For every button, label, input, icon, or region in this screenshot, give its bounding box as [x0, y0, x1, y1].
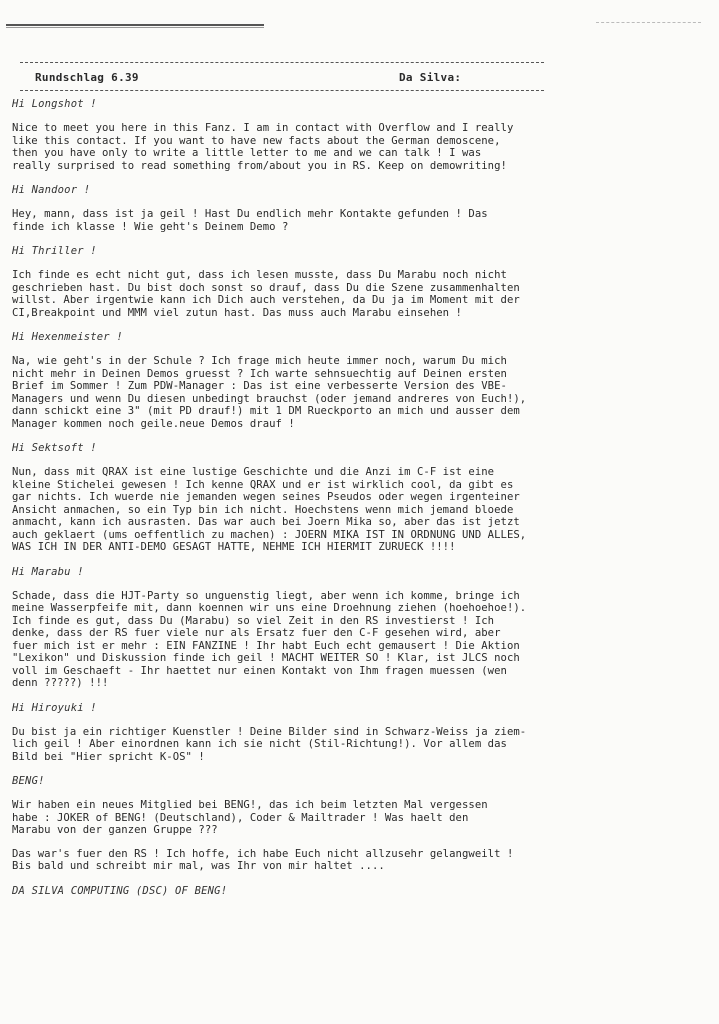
text-line: nicht mehr in Deinen Demos gruesst ? Ich warte sehnsuechtig auf Deinen ersten: [12, 367, 507, 380]
text-line: Hey, mann, dass ist ja geil ! Hast Du endlich mehr Kontakte gefunden ! Das: [12, 208, 488, 220]
text-line: Nice to meet you here in this Fanz. I am in contact with Overflow and I really: [12, 122, 514, 134]
text-line: Brief im Sommer ! Zum PDW-Manager : Das ist eine verbesserte Version des VBE-: [12, 380, 507, 392]
text-line: anmacht, kann ich ausrasten. Das war auch bei Joern Mika so, aber das ist jetzt: [12, 516, 520, 528]
text-line: Manager kommen noch geile.neue Demos drauf !: [12, 417, 295, 430]
text-line: Ansicht anmachen, so ein Typ bin ich nicht. Hoechstens wenn mich jemand bloede: [12, 503, 514, 516]
text-line: Wir haben ein neues Mitglied bei BENG!, das ich beim letzten Mal vergessen: [12, 799, 488, 811]
text-line: Bild bei "Hier spricht K-OS" !: [12, 750, 205, 763]
text-line: lich geil ! Aber einordnen kann ich sie nicht (Stil-Richtung!). Vor allem das: [12, 738, 507, 750]
text-line: denke, dass der RS fuer viele nur als Ersatz fuer den C-F gesehen wird, aber: [12, 627, 501, 639]
text-line: kleine Stichelei gewesen ! Ich kenne QRAX und er ist wirklich cool, da gibt es: [12, 478, 514, 491]
spacer: [12, 345, 712, 355]
text-line: Ich finde es echt nicht gut, dass ich lesen musste, dass Du Marabu noch nicht: [12, 269, 507, 281]
spacer: [12, 259, 712, 269]
header-rule-bottom: [20, 90, 544, 91]
closing-line: Das war's fuer den RS ! Ich hoffe, ich habe Euch nicht allzusehr gelangweilt !: [12, 847, 514, 860]
text-line: meine Wasserpfeife mit, dann koennen wir uns eine Droehnung ziehen (hoehoehoe!).: [12, 602, 527, 614]
text-line: like this contact. If you want to have new facts about the German demoscene,: [12, 134, 501, 147]
text-line: gar nichts. Ich wuerde nie jemanden wegen seines Pseudos oder wegen irgenteiner: [12, 491, 520, 503]
top-rule-shadow: [6, 27, 264, 28]
text-line: Na, wie geht's in der Schule ? Ich frage mich heute immer noch, warum Du mich: [12, 355, 507, 367]
text-line: denn ?????) !!!: [12, 677, 109, 689]
section-greeting: Hi Sektsoft !: [12, 442, 97, 454]
text-line: "Lexikon" und Diskussion finde ich geil ! MACHT WEITER SO ! Klar, ist JLCS noch: [12, 652, 520, 664]
text-line: finde ich klasse ! Wie geht's Deinem Demo ?: [12, 220, 289, 233]
spacer: [12, 319, 712, 330]
section-greeting: Hi Longshot !: [12, 98, 97, 110]
section-greeting: Hi Marabu !: [12, 565, 84, 578]
spacer: [12, 763, 712, 774]
section-greeting: Hi Hiroyuki !: [12, 701, 97, 714]
spacer: [12, 172, 712, 183]
text-line: Du bist ja ein richtiger Kuenstler ! Deine Bilder sind in Schwarz-Weiss ja ziem-: [12, 725, 527, 738]
text-line: fuer mich ist er mehr : EIN FANZINE ! Ihr habt Euch echt gemausert ! Die Aktion: [12, 639, 520, 652]
spacer: [12, 198, 712, 208]
spacer: [12, 690, 712, 701]
spacer: [12, 789, 712, 799]
text-line: Ich finde es gut, dass Du (Marabu) so viel Zeit in den RS investierst ! Ich: [12, 614, 495, 627]
spacer: [12, 716, 712, 726]
letter-body: [12, 97, 712, 899]
text-line: auch geklaert (ums oeffentlich zu machen) : JOERN MIKA IST IN ORDNUNG UND ALLES,: [12, 528, 527, 541]
text-line: Managers und wenn Du diesen unbedingt brauchst (oder jemand andreres von Euch!),: [12, 392, 527, 405]
text-line: willst. Aber irgentwie kann ich Dich auch verstehen, da Du ja im Moment mit der: [12, 294, 520, 306]
column-title: Rundschlag 6.39: [35, 71, 139, 84]
text-line: Nun, dass mit QRAX ist eine lustige Geschichte und die Anzi im C-F ist eine: [12, 466, 495, 478]
spacer: [12, 456, 712, 466]
spacer: [12, 554, 712, 565]
text-line: Schade, dass die HJT-Party so unguenstig liegt, aber wenn ich komme, bringe ich: [12, 589, 520, 602]
header-rule-top: [20, 62, 544, 63]
spacer: [12, 837, 712, 848]
spacer: [12, 233, 712, 244]
section-greeting: BENG!: [12, 775, 45, 787]
text-line: habe : JOKER of BENG! (Deutschland), Coder & Mailtrader ! Was haelt den: [12, 811, 469, 824]
text-line: geschrieben hast. Du bist doch sonst so drauf, dass Du die Szene zusammenhalten: [12, 281, 520, 294]
text-line: voll im Geschaeft - Ihr haettet nur einen Kontakt von Ihm fragen muessen (wen: [12, 664, 507, 677]
top-rule: [6, 24, 264, 26]
section-greeting: Hi Hexenmeister !: [12, 331, 123, 343]
text-line: then you have only to write a little letter to me and we can talk ! I was: [12, 147, 482, 159]
text-line: Marabu von der ganzen Gruppe ???: [12, 824, 218, 836]
section-greeting: Hi Thriller !: [12, 245, 97, 257]
spacer: [12, 112, 712, 122]
text-line: really surprised to read something from/about you in RS. Keep on demowriting!: [12, 159, 507, 172]
section-greeting: Hi Nandoor !: [12, 184, 91, 196]
text-line: CI,Breakpoint und MMM viel zutun hast. Das muss auch Marabu einsehen !: [12, 306, 462, 319]
spacer: [12, 580, 712, 590]
closing-line: Bis bald und schreibt mir mal, was Ihr von mir haltet ....: [12, 860, 385, 872]
text-line: WAS ICH IN DER ANTI-DEMO GESAGT HATTE, NEHME ICH HIERMIT ZURUECK !!!!: [12, 541, 456, 553]
corner-mark: [596, 22, 701, 23]
signature: DA SILVA COMPUTING (DSC) OF BENG!: [12, 884, 228, 897]
spacer: [12, 430, 712, 441]
author-name: Da Silva:: [399, 71, 462, 84]
text-line: dann schickt eine 3" (mit PD drauf!) mit 1 DM Rueckporto an mich und ausser dem: [12, 405, 520, 417]
spacer: [12, 873, 712, 884]
